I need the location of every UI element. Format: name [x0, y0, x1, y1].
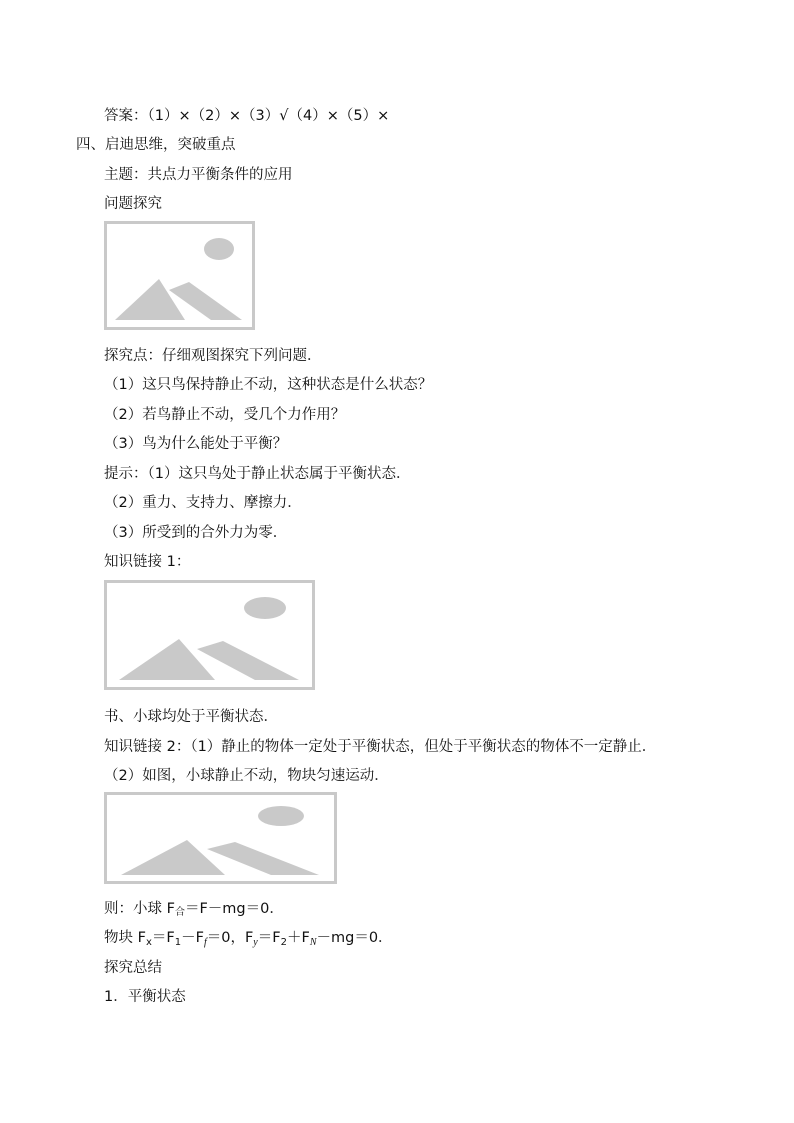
knowledge-link-1: 知识链接 1： [104, 554, 191, 570]
question-3: （3）鸟为什么能处于平衡？ [104, 436, 288, 452]
book-ball-balance: 书、小球均处于平衡状态． [104, 709, 278, 725]
problem-explore-heading: 问题探究 [104, 196, 162, 212]
block-eq-part: ＋F [286, 930, 310, 946]
image-placeholder-book-ball [104, 580, 315, 690]
question-2: （2）若鸟静止不动，受几个力作用？ [104, 407, 346, 423]
block-eq-sub: N [309, 937, 317, 948]
block-eq-sub: f [203, 937, 207, 948]
hint-1: 提示：（1）这只鸟处于静止状态属于平衡状态． [104, 466, 411, 482]
hint-3: （3）所受到的合外力为零． [104, 525, 288, 541]
block-eq-sub: y [253, 937, 258, 948]
knowledge-link-2-part-2: （2）如图，小球静止不动，物块匀速运动． [104, 768, 389, 784]
question-1: （1）这只鸟保持静止不动，这种状态是什么状态？ [104, 377, 433, 393]
hint-2: （2）重力、支持力、摩擦力． [104, 495, 302, 511]
image-placeholder-ball-block [104, 792, 337, 884]
ball-force-equation [104, 899, 284, 923]
block-force-equation [104, 928, 393, 953]
mountain-sun-icon [107, 224, 252, 327]
block-eq-part: ＝0，F [206, 930, 254, 946]
answer-line: 答案：（1）×（2）×（3）√（4）×（5）× [104, 108, 390, 124]
summary-heading: 探究总结 [104, 960, 162, 976]
mountain-sun-icon [107, 583, 312, 687]
block-eq-part: －mg＝0． [316, 930, 393, 946]
ball-eq-prefix: 则：小球 F [104, 901, 175, 917]
explore-point: 探究点：仔细观图探究下列问题． [104, 348, 322, 364]
block-eq-sub: 1 [174, 937, 182, 948]
ball-eq-rest: ＝F－mg＝0． [184, 901, 284, 917]
section-heading: 四、启迪思维，突破重点 [76, 137, 236, 153]
image-placeholder-bird [104, 221, 255, 330]
knowledge-link-2: 知识链接 2：（1）静止的物体一定处于平衡状态，但处于平衡状态的物体不一定静止． [104, 739, 657, 755]
topic-line: 主题：共点力平衡条件的应用 [104, 167, 293, 183]
block-eq-sub: x [145, 937, 152, 948]
block-eq-part: ＝F [257, 930, 281, 946]
block-eq-sub: 2 [280, 937, 287, 948]
mountain-sun-icon [107, 795, 334, 881]
balance-state-heading: 1．平衡状态 [104, 989, 186, 1005]
block-eq-part: －F [181, 930, 204, 946]
block-eq-part: 物块 F [104, 930, 146, 946]
ball-eq-subscript: 合 [174, 907, 185, 918]
block-eq-part: ＝F [151, 930, 175, 946]
